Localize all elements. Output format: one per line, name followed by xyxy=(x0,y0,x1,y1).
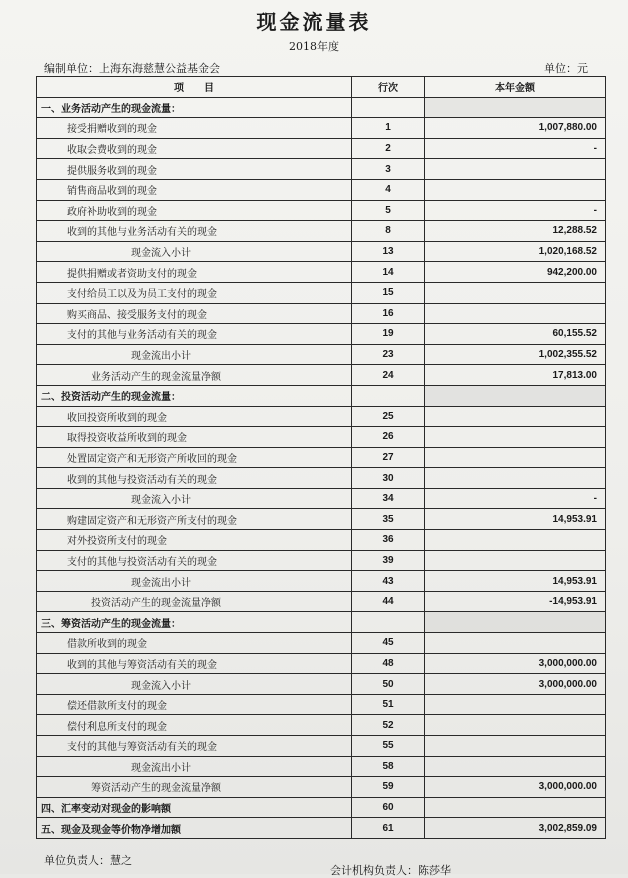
row-line-number: 58 xyxy=(352,756,425,777)
table-row xyxy=(37,200,606,221)
row-item-label: 收到的其他与投资活动有关的现金 xyxy=(37,468,352,489)
row-line-number: 4 xyxy=(352,179,425,200)
row-amount: 1,002,355.52 xyxy=(425,344,606,365)
row-amount: 12,288.52 xyxy=(425,221,606,242)
row-amount: 60,155.52 xyxy=(425,324,606,345)
row-item-label: 购买商品、接受服务支付的现金 xyxy=(37,303,352,324)
row-amount xyxy=(425,97,606,118)
row-line-number xyxy=(352,97,425,118)
row-amount xyxy=(425,612,606,633)
row-line-number: 34 xyxy=(352,488,425,509)
table-row xyxy=(37,715,606,736)
row-amount: 3,002,859.09 xyxy=(425,818,606,839)
row-amount: 3,000,000.00 xyxy=(425,653,606,674)
table-row xyxy=(37,282,606,303)
accounting-head-signature: 会计机构负责人：陈莎华 xyxy=(330,864,451,877)
row-item-label: 现金流入小计 xyxy=(37,674,352,695)
table-row xyxy=(37,797,606,818)
row-item-label: 提供捐赠或者资助支付的现金 xyxy=(37,262,352,283)
row-line-number: 26 xyxy=(352,427,425,448)
table-row xyxy=(37,138,606,159)
row-amount xyxy=(425,406,606,427)
row-amount xyxy=(425,468,606,489)
table-row xyxy=(37,324,606,345)
row-item-label: 购建固定资产和无形资产所支付的现金 xyxy=(37,509,352,530)
table-row xyxy=(37,756,606,777)
table-row xyxy=(37,818,606,839)
table-row xyxy=(37,468,606,489)
row-line-number: 59 xyxy=(352,777,425,798)
row-item-label: 现金流出小计 xyxy=(37,571,352,592)
row-line-number: 39 xyxy=(352,550,425,571)
column-header-amount: 本年金额 xyxy=(425,77,606,98)
row-item-label: 支付的其他与投资活动有关的现金 xyxy=(37,550,352,571)
table-row xyxy=(37,612,606,633)
row-amount xyxy=(425,179,606,200)
row-item-label: 对外投资所支付的现金 xyxy=(37,530,352,551)
row-item-label: 筹资活动产生的现金流量净额 xyxy=(37,777,352,798)
row-item-label: 偿还借款所支付的现金 xyxy=(37,694,352,715)
table-row xyxy=(37,303,606,324)
row-amount xyxy=(425,427,606,448)
row-line-number: 15 xyxy=(352,282,425,303)
unit-head-signature: 单位负责人：慧之 xyxy=(44,854,132,867)
table-row xyxy=(37,447,606,468)
row-item-label: 四、汇率变动对现金的影响额 xyxy=(37,797,352,818)
table-row xyxy=(37,777,606,798)
row-amount xyxy=(425,736,606,757)
table-row xyxy=(37,159,606,180)
row-amount xyxy=(425,282,606,303)
row-line-number: 24 xyxy=(352,365,425,386)
row-line-number: 8 xyxy=(352,221,425,242)
table-row xyxy=(37,571,606,592)
row-line-number xyxy=(352,385,425,406)
row-amount: - xyxy=(425,138,606,159)
row-line-number: 60 xyxy=(352,797,425,818)
row-amount: 14,953.91 xyxy=(425,571,606,592)
row-amount xyxy=(425,385,606,406)
row-amount: 14,953.91 xyxy=(425,509,606,530)
row-line-number: 2 xyxy=(352,138,425,159)
row-amount: 942,200.00 xyxy=(425,262,606,283)
row-item-label: 借款所收到的现金 xyxy=(37,633,352,654)
row-item-label: 支付的其他与业务活动有关的现金 xyxy=(37,324,352,345)
row-amount: -14,953.91 xyxy=(425,591,606,612)
row-amount xyxy=(425,715,606,736)
row-item-label: 现金流入小计 xyxy=(37,241,352,262)
row-line-number: 27 xyxy=(352,447,425,468)
table-row xyxy=(37,385,606,406)
table-row xyxy=(37,674,606,695)
row-amount: 17,813.00 xyxy=(425,365,606,386)
row-item-label: 二、投资活动产生的现金流量： xyxy=(37,385,352,406)
currency-unit: 单位：元 xyxy=(544,62,588,75)
row-line-number: 43 xyxy=(352,571,425,592)
row-amount: 1,020,168.52 xyxy=(425,241,606,262)
table-row xyxy=(37,736,606,757)
row-line-number: 48 xyxy=(352,653,425,674)
column-header-item: 项 目 xyxy=(37,77,352,98)
row-line-number: 1 xyxy=(352,118,425,139)
preparing-organization: 编制单位：上海东海慈慧公益基金会 xyxy=(44,62,220,75)
row-line-number: 16 xyxy=(352,303,425,324)
row-line-number: 45 xyxy=(352,633,425,654)
table-row xyxy=(37,344,606,365)
row-line-number: 61 xyxy=(352,818,425,839)
row-amount xyxy=(425,530,606,551)
row-item-label: 提供服务收到的现金 xyxy=(37,159,352,180)
row-amount xyxy=(425,159,606,180)
row-line-number: 52 xyxy=(352,715,425,736)
row-item-label: 收到的其他与业务活动有关的现金 xyxy=(37,221,352,242)
row-item-label: 现金流出小计 xyxy=(37,344,352,365)
table-row xyxy=(37,118,606,139)
row-item-label: 现金流入小计 xyxy=(37,488,352,509)
row-line-number: 35 xyxy=(352,509,425,530)
column-header-line: 行次 xyxy=(352,77,425,98)
cash-flow-table xyxy=(36,76,606,839)
row-amount: - xyxy=(425,488,606,509)
table-row xyxy=(37,633,606,654)
table-row xyxy=(37,591,606,612)
row-item-label: 五、现金及现金等价物净增加额 xyxy=(37,818,352,839)
table-row xyxy=(37,262,606,283)
row-line-number: 14 xyxy=(352,262,425,283)
row-item-label: 收回投资所收到的现金 xyxy=(37,406,352,427)
row-line-number: 19 xyxy=(352,324,425,345)
row-line-number: 55 xyxy=(352,736,425,757)
row-item-label: 一、业务活动产生的现金流量： xyxy=(37,97,352,118)
row-item-label: 收取会费收到的现金 xyxy=(37,138,352,159)
row-item-label: 支付的其他与筹资活动有关的现金 xyxy=(37,736,352,757)
row-amount xyxy=(425,303,606,324)
row-amount xyxy=(425,550,606,571)
row-line-number: 44 xyxy=(352,591,425,612)
table-row xyxy=(37,179,606,200)
row-line-number: 30 xyxy=(352,468,425,489)
table-row xyxy=(37,509,606,530)
row-item-label: 接受捐赠收到的现金 xyxy=(37,118,352,139)
table-row xyxy=(37,427,606,448)
row-line-number xyxy=(352,612,425,633)
row-line-number: 5 xyxy=(352,200,425,221)
row-item-label: 收到的其他与筹资活动有关的现金 xyxy=(37,653,352,674)
table-header-row xyxy=(37,77,606,98)
row-line-number: 13 xyxy=(352,241,425,262)
row-line-number: 36 xyxy=(352,530,425,551)
row-amount: 3,000,000.00 xyxy=(425,674,606,695)
row-item-label: 取得投资收益所收到的现金 xyxy=(37,427,352,448)
row-line-number: 25 xyxy=(352,406,425,427)
table-row xyxy=(37,365,606,386)
row-amount xyxy=(425,756,606,777)
table-row xyxy=(37,406,606,427)
table-body xyxy=(37,97,606,838)
row-amount xyxy=(425,797,606,818)
table-row xyxy=(37,550,606,571)
row-item-label: 现金流出小计 xyxy=(37,756,352,777)
table-row xyxy=(37,488,606,509)
row-item-label: 业务活动产生的现金流量净额 xyxy=(37,365,352,386)
row-item-label: 支付给员工以及为员工支付的现金 xyxy=(37,282,352,303)
row-item-label: 政府补助收到的现金 xyxy=(37,200,352,221)
table-row xyxy=(37,694,606,715)
row-amount xyxy=(425,633,606,654)
row-line-number: 51 xyxy=(352,694,425,715)
row-item-label: 投资活动产生的现金流量净额 xyxy=(37,591,352,612)
row-amount: 3,000,000.00 xyxy=(425,777,606,798)
row-line-number: 50 xyxy=(352,674,425,695)
row-item-label: 偿付利息所支付的现金 xyxy=(37,715,352,736)
row-line-number: 23 xyxy=(352,344,425,365)
table-row xyxy=(37,530,606,551)
row-line-number: 3 xyxy=(352,159,425,180)
row-item-label: 销售商品收到的现金 xyxy=(37,179,352,200)
row-amount xyxy=(425,694,606,715)
row-item-label: 三、筹资活动产生的现金流量： xyxy=(37,612,352,633)
table-row xyxy=(37,97,606,118)
row-amount: - xyxy=(425,200,606,221)
table-row xyxy=(37,241,606,262)
report-year: 2018年度 xyxy=(289,40,339,53)
table-row xyxy=(37,221,606,242)
table-row xyxy=(37,653,606,674)
document-title: 现金流量表 xyxy=(256,10,372,34)
row-amount xyxy=(425,447,606,468)
row-item-label: 处置固定资产和无形资产所收回的现金 xyxy=(37,447,352,468)
row-amount: 1,007,880.00 xyxy=(425,118,606,139)
